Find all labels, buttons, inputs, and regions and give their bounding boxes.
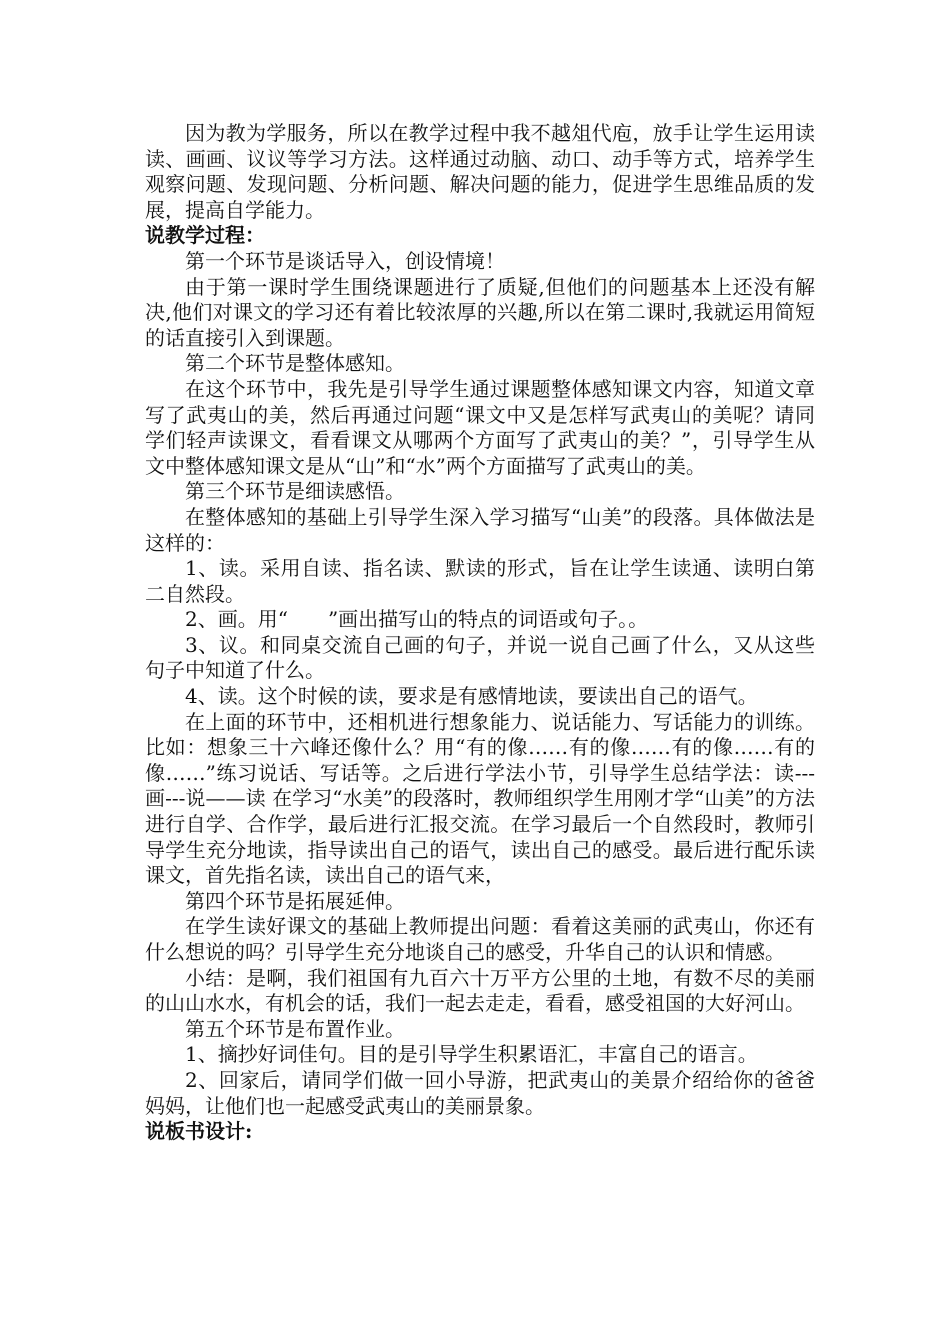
paragraph-step-three: 第三个环节是细读感悟。 bbox=[185, 479, 405, 504]
list-item: 4、读。这个时候的读，要求是有感情地读，要读出自己的语气。 bbox=[185, 684, 758, 709]
paragraph: 在学生读好课文的基础上教师提出问题：看着这美丽的武夷山，你还有什么想说的吗？引导学生充分地谈自己的感受，升华自己的认识和情感。 bbox=[145, 914, 815, 964]
paragraph: 在整体感知的基础上引导学生深入学习描写“山美”的段落。具体做法是这样的： bbox=[145, 504, 815, 555]
paragraph-step-one: 第一个环节是谈话导入，创设情境！ bbox=[185, 248, 505, 273]
paragraph-step-five: 第五个环节是布置作业。 bbox=[185, 1016, 405, 1041]
paragraph-summary: 小结：是啊，我们祖国有九百六十万平方公里的土地，有数不尽的美丽的山山水水，有机会的话，我们一起去走走，看看，感受祖国的大好河山。 bbox=[145, 965, 815, 1016]
paragraph: 由于第一课时学生围绕课题进行了质疑,但他们的问题基本上还没有解决,他们对课文的学习还有着比较浓厚的兴趣,所以在第二课时,我就运用简短的话直接引入到课题。 bbox=[145, 274, 815, 350]
list-item: 2、画。用“ ”画出描写山的特点的词语或句子。。 bbox=[185, 607, 649, 632]
document-page bbox=[145, 121, 815, 1145]
paragraph-step-four: 第四个环节是拓展延伸。 bbox=[185, 888, 405, 913]
intro-paragraph: 因为教为学服务，所以在教学过程中我不越俎代庖，放手让学生运用读读、画画、议议等学习方法。这样通过动脑、动口、动手等方式，培养学生观察问题、发现问题、分析问题、解决问题的能力，促进学生思维品质的发展，提高自学能力。 bbox=[145, 121, 815, 222]
paragraph: 在这个环节中，我先是引导学生通过课题整体感知课文内容，知道文章写了武夷山的美，然后再通过问题“课文中又是怎样写武夷山的美呢？请同学们轻声读课文，看看课文从哪两个方面写了武夷山的美？”，引导学生从文中整体感知课文是从“山”和“水”两个方面描写了武夷山的美。 bbox=[145, 376, 815, 478]
list-item: 2、回家后，请同学们做一回小导游，把武夷山的美景介绍给你的爸爸妈妈，让他们也一起感受武夷山的美丽景象。 bbox=[145, 1067, 815, 1118]
section-heading-teaching-process: 说教学过程： bbox=[145, 223, 265, 248]
paragraph-step-two: 第二个环节是整体感知。 bbox=[185, 351, 405, 376]
list-item: 3、议。和同桌交流自己画的句子，并说一说自己画了什么，又从这些句子中知道了什么。 bbox=[145, 632, 815, 683]
section-heading-board-design: 说板书设计: bbox=[145, 1119, 253, 1144]
list-item: 1、摘抄好词佳句。目的是引导学生积累语汇，丰富自己的语言。 bbox=[185, 1042, 758, 1067]
list-item: 1、读。采用自读、指名读、默读的形式，旨在让学生读通、读明白第二自然段。 bbox=[145, 556, 815, 606]
paragraph: 在上面的环节中，还相机进行想象能力、说话能力、写话能力的训练。比如：想象三十六峰还像什么？用“有的像……有的像……有的像……有的像……”练习说话、写话等。之后进行学法小节，引导学生总结学法：读---画---说——读 在学习“水美”的段落时，教师组织学生用刚才学“山美”的方法进行自学、合作学，最后进行汇报交流。在学习最后一个自然段时，教师引导学生充分地读，指导读出自己的语气，读出自己的感受。最后进行配乐读课文，首先指名读，读出自己的语气来， bbox=[145, 709, 815, 888]
